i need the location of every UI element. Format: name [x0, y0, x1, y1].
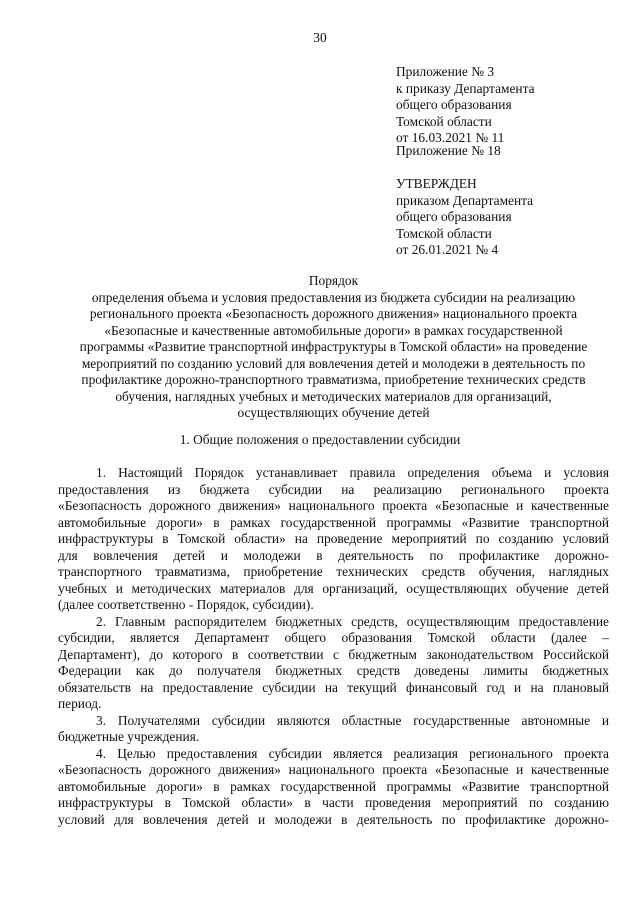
appendix-3-line: к приказу Департамента: [396, 80, 535, 96]
approved-line: приказом Департамента: [396, 192, 534, 208]
paragraph-line: 4. Целью предоставления субсидии является реализация регионального проекта: [96, 745, 609, 761]
section-heading: 1. Общие положения о предоставлении субсидии: [179, 432, 461, 447]
title-line: «Безопасные и качественные автомобильные дороги» в рамках государственной: [104, 322, 563, 338]
title-line: определения объема и условия предоставления из бюджета субсидии на реализацию: [91, 289, 576, 305]
paragraph-line: для вовлечения детей и молодежи в деятельность по профилактике дорожно-: [58, 547, 609, 563]
paragraph-line: условий для вовлечения детей и молодежи в деятельность по профилактике дорожно-: [58, 811, 609, 827]
title-line: осуществляющих обучение детей: [237, 405, 430, 420]
paragraph-4: [58, 746, 609, 829]
title-line: обучения, наглядных учебных и методических материалов для организаций,: [115, 388, 552, 404]
appendix-18-header: [396, 143, 626, 160]
paragraph-line: субсидии, является Департамент общего образования Томской области (далее –: [58, 630, 609, 645]
title-line: регионального проекта «Безопасность дорожного движения» национального проекта: [89, 306, 578, 321]
paragraph-line: «Безопасность дорожного движения» национального проекта «Безопасные и качественные: [58, 498, 609, 513]
paragraph-line: Федерации как до получателя бюджетных средств доведены лимиты бюджетных: [58, 663, 609, 678]
paragraph-line: бюджетные учреждения.: [58, 729, 200, 744]
paragraph-line: инфраструктуры в Томской области» на проведение мероприятий по созданию условий: [58, 531, 609, 546]
paragraph-line: обязательств на предоставление субсидии на текущий финансовый год и на плановый: [58, 679, 609, 695]
document-heading: Порядок: [308, 273, 359, 288]
paragraph-line: 2. Главным распорядителем бюджетных средств, осуществляющим предоставление: [96, 613, 609, 629]
paragraph-line: учебных и методических материалов для организаций, осуществляющих обучение детей: [58, 580, 609, 596]
appendix-3-header: [396, 64, 626, 147]
approved-line: общего образования: [396, 209, 512, 224]
appendix-3-line: общего образования: [396, 97, 512, 112]
paragraph-line: транспортного травматизма, приобретение технических средств обучения, наглядных: [58, 564, 609, 579]
page-number: 30: [313, 30, 327, 45]
approval-stamp-block: [396, 176, 626, 259]
appendix-3-line: от 16.03.2021 № 11: [396, 130, 505, 145]
title-line: программы «Развитие транспортной инфраструктуры в Томской области» на проведение: [79, 339, 588, 354]
approved-title: УТВЕРЖДЕН: [396, 176, 477, 191]
paragraph-line: предоставления из бюджета субсидии на реализацию регионального проекта: [58, 481, 609, 497]
body-text: [58, 465, 609, 828]
approved-line: от 26.01.2021 № 4: [396, 242, 499, 257]
paragraph-line: автомобильные дороги» в рамках государственной программы «Развитие транспортной: [58, 778, 609, 794]
paragraph-line: автомобильные дороги» в рамках государственной программы «Развитие транспортной: [58, 514, 609, 530]
appendix-3-line: Приложение № 3: [396, 64, 495, 79]
paragraph-line: период.: [58, 696, 102, 711]
paragraph-line: 3. Получателями субсидии являются областные государственные автономные и: [96, 712, 609, 728]
paragraph-1: [58, 465, 609, 614]
title-line: мероприятий по созданию условий для вовлечения детей и молодежи в деятельность по: [81, 355, 586, 371]
paragraph-2: [58, 614, 609, 713]
appendix-3-line: Томской области: [396, 113, 492, 129]
paragraph-line: (далее соответственно - Порядок, субсидии).: [58, 597, 314, 612]
approved-line: Томской области: [396, 225, 492, 241]
title-line: профилактике дорожно-транспортного травматизма, приобретение технических средств: [81, 372, 586, 387]
document-title: [58, 273, 609, 422]
paragraph-3: [58, 713, 609, 746]
paragraph-line: инфраструктуры в Томской области» в части проведения мероприятий по созданию: [58, 795, 609, 810]
appendix-18-line: Приложение № 18: [396, 143, 501, 158]
paragraph-line: «Безопасность дорожного движения» национального проекта «Безопасные и качественные: [58, 762, 609, 777]
paragraph-line: Департамент), до которого в соответствии с бюджетным законодательством Российской: [58, 646, 609, 662]
paragraph-line: 1. Настоящий Порядок устанавливает правила определения объема и условия: [96, 465, 609, 480]
